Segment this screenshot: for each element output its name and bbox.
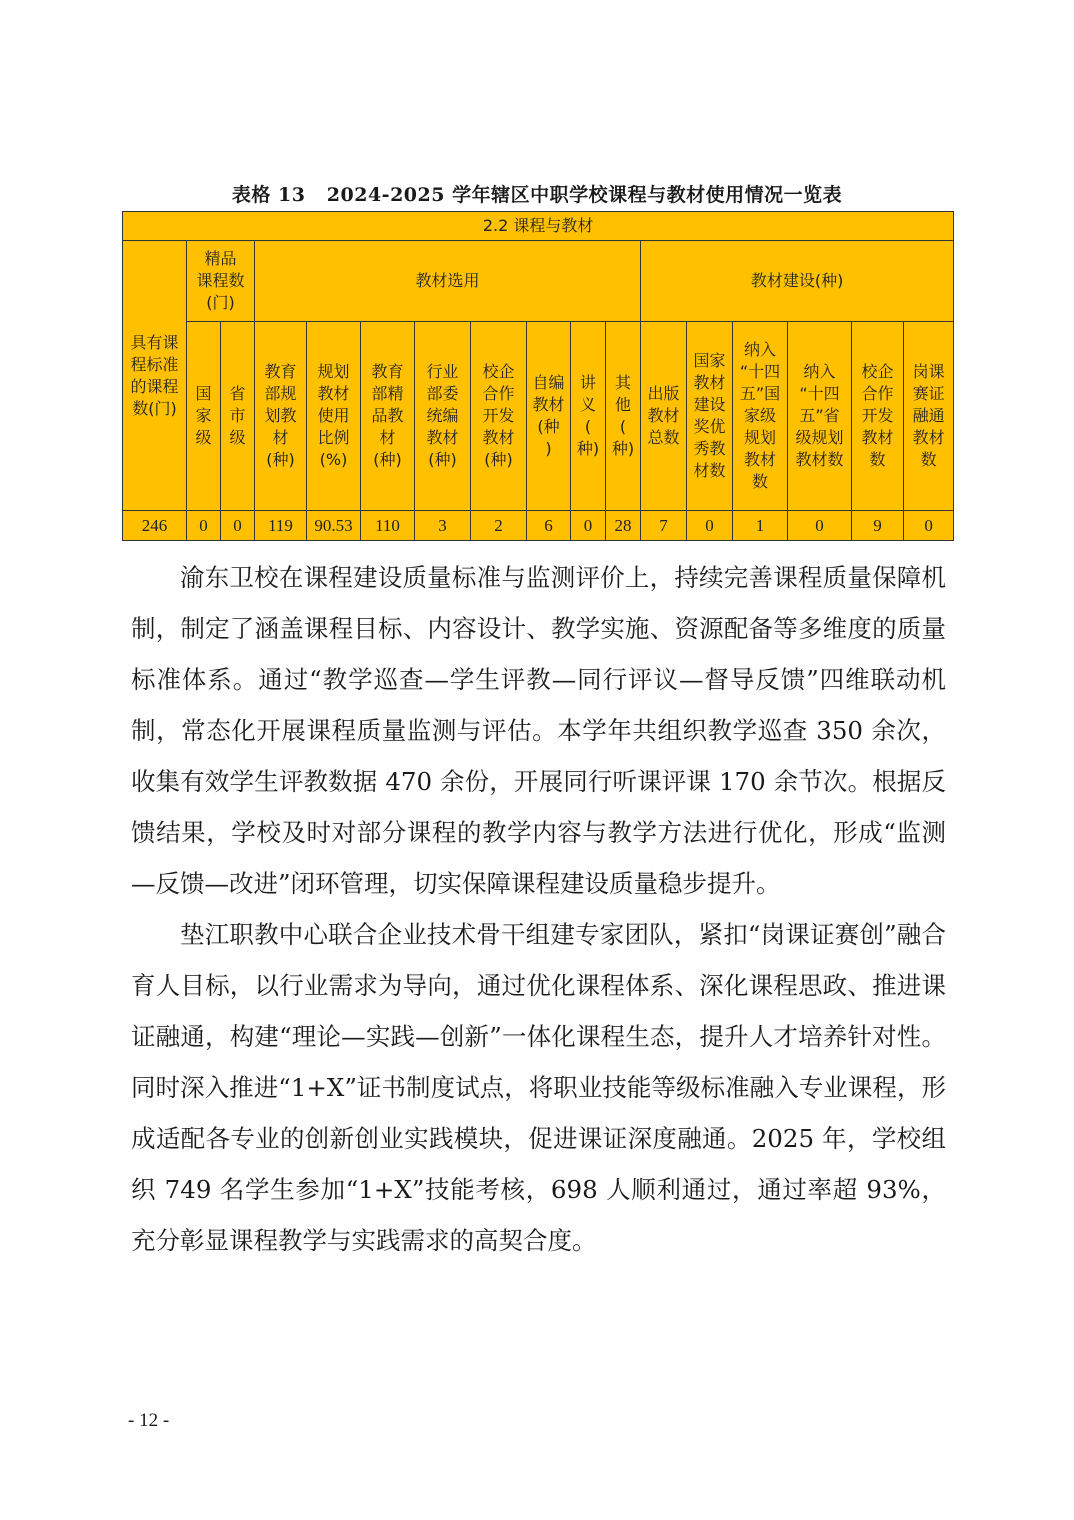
- header-cell: 省 市 级: [221, 322, 255, 511]
- header-cell: 国 家 级: [187, 322, 221, 511]
- value-cell: 6: [527, 511, 571, 541]
- value-cell: 0: [571, 511, 606, 541]
- header-cell: 其 他 ( 种): [606, 322, 641, 511]
- value-cell: 1: [733, 511, 788, 541]
- value-cell: 0: [788, 511, 852, 541]
- section-title-cell: 2.2 课程与教材: [123, 212, 954, 241]
- header-material-construction: 教材建设(种): [641, 241, 954, 322]
- header-cell: 岗课 赛证 融通 教材 数: [904, 322, 954, 511]
- header-cell: 规划 教材 使用 比例 (%): [307, 322, 361, 511]
- value-cell: 119: [255, 511, 307, 541]
- table-caption: 表格 13 2024-2025 学年辖区中职学校课程与教材使用情况一览表: [231, 184, 843, 206]
- value-cell: 90.53: [307, 511, 361, 541]
- value-cell: 0: [687, 511, 733, 541]
- header-cell: 教育 部规 划教 材 (种): [255, 322, 307, 511]
- value-cell: 110: [361, 511, 415, 541]
- value-cell: 0: [187, 511, 221, 541]
- header-cell: 国家 教材 建设 奖优 秀教 材数: [687, 322, 733, 511]
- header-standard-courses: 具有课 程标准 的课程 数(门): [123, 241, 187, 511]
- value-cell: 0: [221, 511, 255, 541]
- header-material-selection: 教材选用: [255, 241, 641, 322]
- value-cell: 0: [904, 511, 954, 541]
- value-cell: 2: [471, 511, 527, 541]
- value-cell: 9: [852, 511, 904, 541]
- header-cell: 自编 教材 (种 ): [527, 322, 571, 511]
- header-cell: 讲 义 ( 种): [571, 322, 606, 511]
- page-number: - 12 -: [128, 1410, 170, 1431]
- value-cell: 3: [415, 511, 471, 541]
- value-cell: 28: [606, 511, 641, 541]
- header-cell: 出版 教材 总数: [641, 322, 687, 511]
- header-cell: 教育 部精 品教 材 (种): [361, 322, 415, 511]
- header-cell: 纳入 “十四 五”国 家级 规划 教材 数: [733, 322, 788, 511]
- value-cell: 246: [123, 511, 187, 541]
- header-cell: 纳入 “十四 五”省 级规划 教材数: [788, 322, 852, 511]
- table-row: [123, 511, 954, 541]
- paragraph-2: 垫江职教中心联合企业技术骨干组建专家团队，紧扣“岗课证赛创”融合育人目标，以行业需求为导向，通过优化课程体系、深化课程思政、推进课证融通，构建“理论—实践—创新”一体化课程生态，提升人才培养针对性。同时深入推进“1+X”证书制度试点，将职业技能等级标准融入专业课程，形成适配各专业的创新创业实践模块，促进课证深度融通。2025 年，学校组织 749 名学生参加“1+X”技能考核，698 人顺利通过，通过率超 93%，充分彰显课程教学与实践需求的高契合度。: [131, 920, 946, 1255]
- header-fine-courses: 精品 课程数 (门): [187, 241, 255, 322]
- paragraph-1: 渝东卫校在课程建设质量标准与监测评价上，持续完善课程质量保障机制，制定了涵盖课程目标、内容设计、教学实施、资源配备等多维度的质量标准体系。通过“教学巡查—学生评教—同行评议—督导反馈”四维联动机制，常态化开展课程质量监测与评估。本学年共组织教学巡查 350 余次，收集有效学生评教数据 470 余份，开展同行听课评课 170 余节次。根据反馈结果，学校及时对部分课程的教学内容与教学方法进行优化，形成“监测—反馈—改进”闭环管理，切实保障课程建设质量稳步提升。: [131, 563, 946, 898]
- body-text: [131, 552, 946, 1266]
- header-cell: 行业 部委 统编 教材 (种): [415, 322, 471, 511]
- header-cell: 校企 合作 开发 教材 数: [852, 322, 904, 511]
- course-materials-table: [122, 211, 954, 541]
- header-cell: 校企 合作 开发 教材 (种): [471, 322, 527, 511]
- value-cell: 7: [641, 511, 687, 541]
